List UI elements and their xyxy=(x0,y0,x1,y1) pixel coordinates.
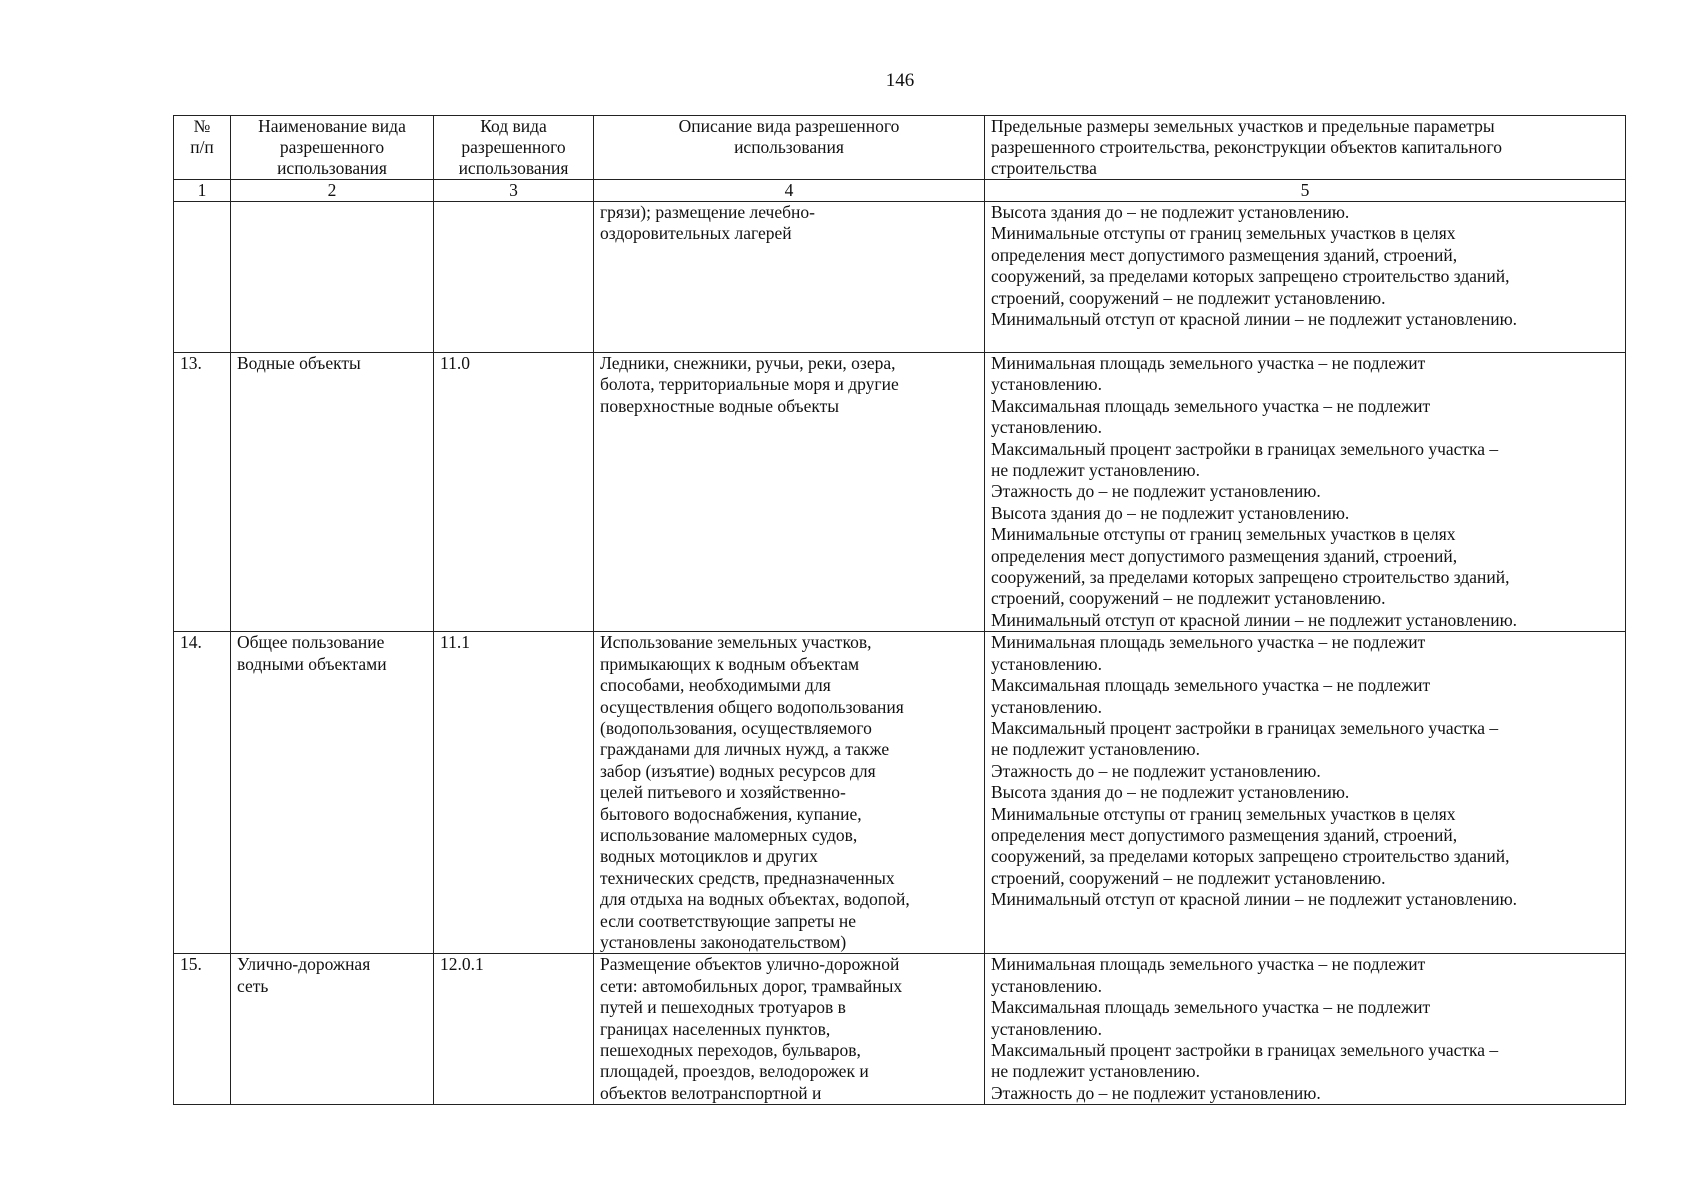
column-number: 2 xyxy=(231,180,434,202)
table-header-row xyxy=(174,116,1626,180)
page-number: 146 xyxy=(885,70,915,91)
row-code: 12.0.1 xyxy=(434,954,594,1105)
row-number: 13. xyxy=(174,353,231,632)
column-number: 5 xyxy=(985,180,1626,202)
row-code: 11.0 xyxy=(434,353,594,632)
row-number: 14. xyxy=(174,632,231,954)
row-code xyxy=(434,202,594,353)
row-name: Улично-дорожная сеть xyxy=(231,954,434,1105)
row-number xyxy=(174,202,231,353)
row-number: 15. xyxy=(174,954,231,1105)
zoning-table xyxy=(173,115,1626,1105)
column-number: 4 xyxy=(594,180,985,202)
row-description: грязи); размещение лечебно- оздоровительных лагерей xyxy=(594,202,985,353)
header-num: № п/п xyxy=(174,116,231,180)
row-name: Общее пользование водными объектами xyxy=(231,632,434,954)
row-description: Размещение объектов улично-дорожной сети: автомобильных дорог, трамвайных путей и пешеходных тротуаров в границах населенных пунктов, пешеходных переходов, бульваров, площадей, проездов, велодорожек и объектов велотранспортной и xyxy=(594,954,985,1105)
row-description: Ледники, снежники, ручьи, реки, озера, болота, территориальные моря и другие поверхностные водные объекты xyxy=(594,353,985,632)
table-row xyxy=(174,353,1626,632)
row-limits: Минимальная площадь земельного участка – не подлежит установлению. Максимальная площадь земельного участка – не подлежит установлению. Максимальный процент застройки в границах земельного участка – не подлежит установлению. Этажность до – не подлежит установлению. Высота здания до – не подлежит установлению. Минимальные отступы от границ земельных участков в целях определения мест допустимого размещения зданий, строений, сооружений, за пределами которых запрещено строительство зданий, строений, сооружений – не подлежит установлению. Минимальный отступ от красной линии – не подлежит установлению. xyxy=(985,632,1626,954)
column-number: 1 xyxy=(174,180,231,202)
header-limits: Предельные размеры земельных участков и предельные параметры разрешенного строительства, реконструкции объектов капитального строительства xyxy=(985,116,1626,180)
row-limits: Минимальная площадь земельного участка – не подлежит установлению. Максимальная площадь земельного участка – не подлежит установлению. Максимальный процент застройки в границах земельного участка – не подлежит установлению. Этажность до – не подлежит установлению. Высота здания до – не подлежит установлению. Минимальные отступы от границ земельных участков в целях определения мест допустимого размещения зданий, строений, сооружений, за пределами которых запрещено строительство зданий, строений, сооружений – не подлежит установлению. Минимальный отступ от красной линии – не подлежит установлению. xyxy=(985,353,1626,632)
table-row xyxy=(174,202,1626,353)
column-numbers-row xyxy=(174,180,1626,202)
table-row xyxy=(174,632,1626,954)
row-name: Водные объекты xyxy=(231,353,434,632)
header-description: Описание вида разрешенного использования xyxy=(594,116,985,180)
row-description: Использование земельных участков, примыкающих к водным объектам способами, необходимыми для осуществления общего водопользования (водопользования, осуществляемого гражданами для личных нужд, а также забор (изъятие) водных ресурсов для целей питьевого и хозяйственно- бытового водоснабжения, купание, использование маломерных судов, водных мотоциклов и других технических средств, предназначенных для отдыха на водных объектах, водопой, если соответствующие запреты не установлены законодательством) xyxy=(594,632,985,954)
row-limits: Минимальная площадь земельного участка – не подлежит установлению. Максимальная площадь земельного участка – не подлежит установлению. Максимальный процент застройки в границах земельного участка – не подлежит установлению. Этажность до – не подлежит установлению. xyxy=(985,954,1626,1105)
row-limits: Высота здания до – не подлежит установлению. Минимальные отступы от границ земельных участков в целях определения мест допустимого размещения зданий, строений, сооружений, за пределами которых запрещено строительство зданий, строений, сооружений – не подлежит установлению. Минимальный отступ от красной линии – не подлежит установлению. xyxy=(985,202,1626,353)
row-code: 11.1 xyxy=(434,632,594,954)
header-name: Наименование вида разрешенного использования xyxy=(231,116,434,180)
row-name xyxy=(231,202,434,353)
header-code: Код вида разрешенного использования xyxy=(434,116,594,180)
table-row xyxy=(174,954,1626,1105)
column-number: 3 xyxy=(434,180,594,202)
